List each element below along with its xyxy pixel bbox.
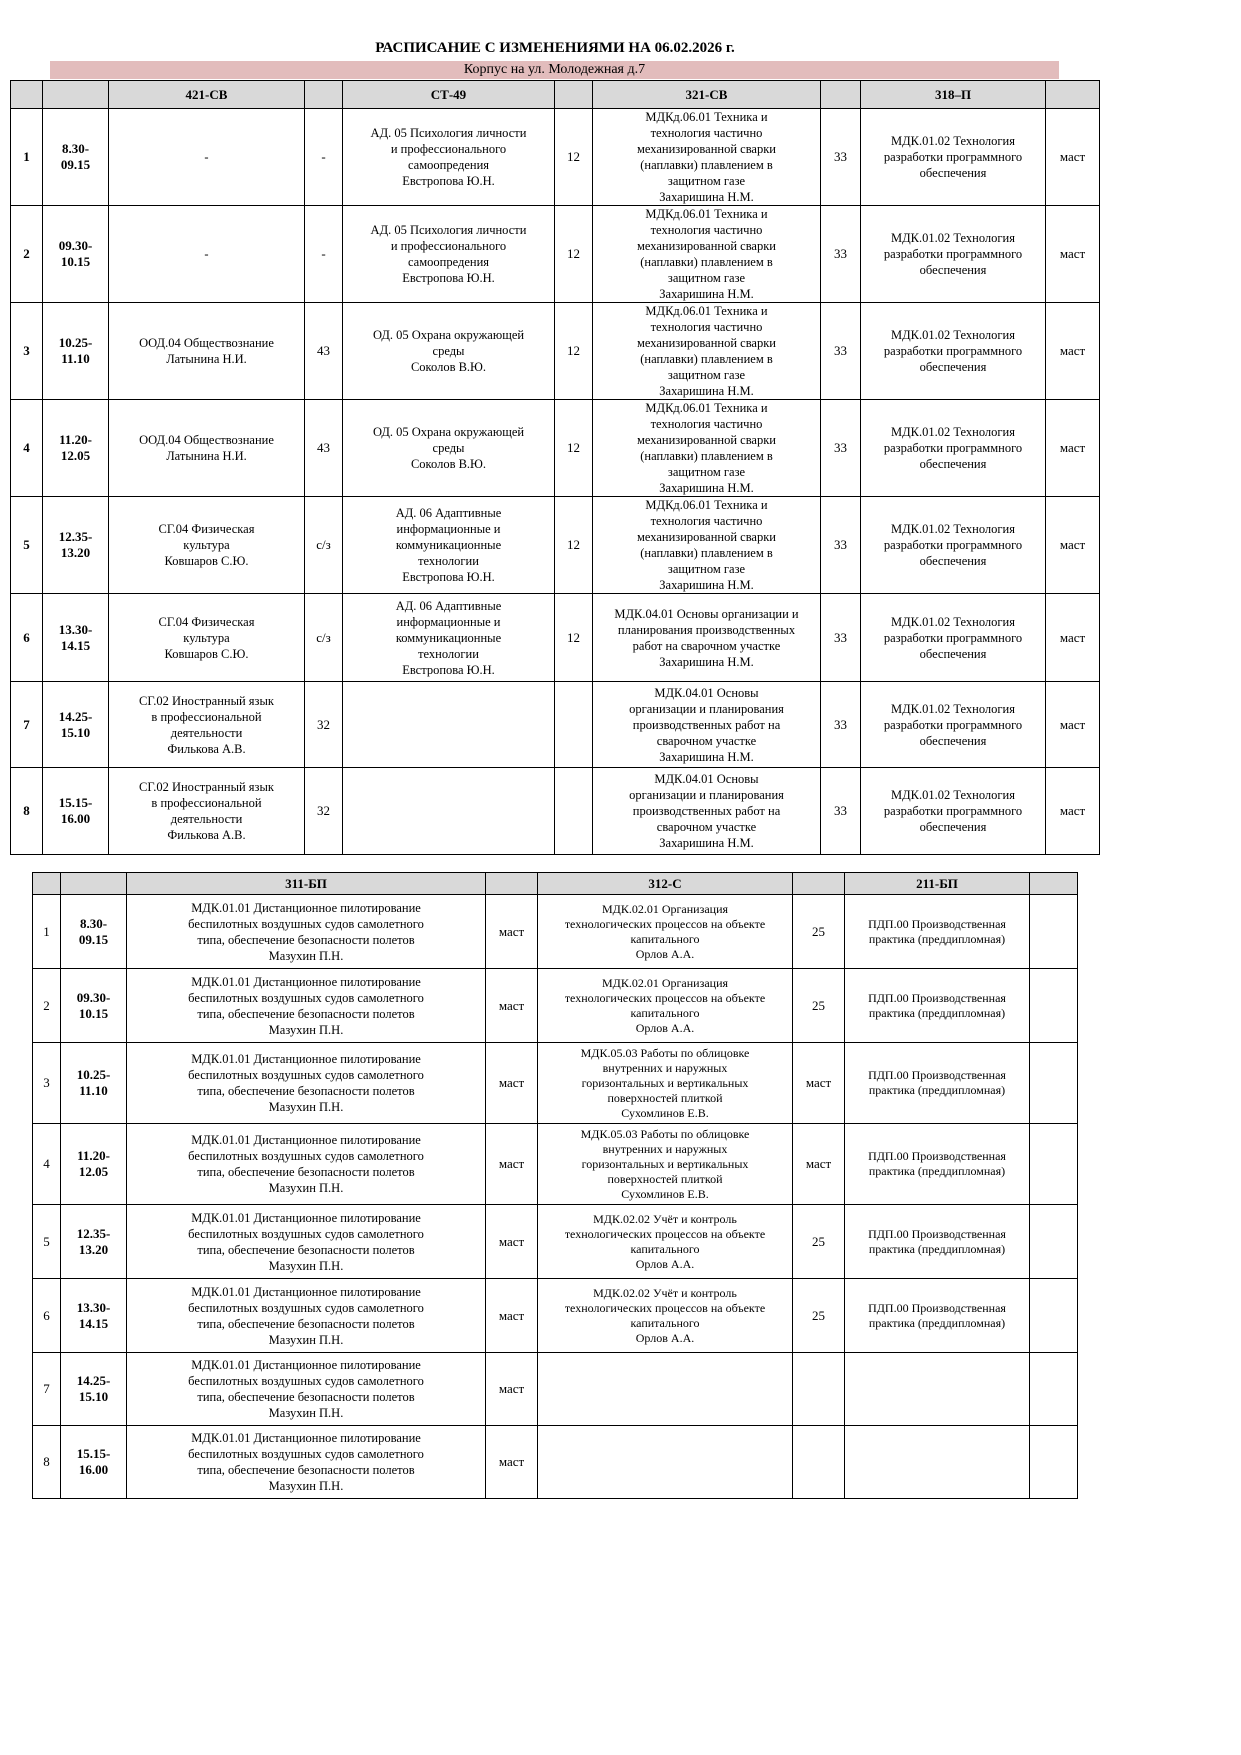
lesson-subject: СГ.04 Физическая культура Ковшаров С.Ю. <box>109 594 305 682</box>
lesson-subject: МДКд.06.01 Техника и технология частично механизированной сварки (наплавки) плавлением в защитном газе Захаришина Н.М. <box>593 206 821 303</box>
lesson-subject: МДК.01.02 Технология разработки программного обеспечения <box>861 768 1046 855</box>
lesson-time: 11.20- 12.05 <box>43 400 109 497</box>
table-row <box>33 1353 1078 1426</box>
room-number: маст <box>486 895 538 969</box>
lesson-time: 14.25- 15.10 <box>61 1353 127 1426</box>
lesson-number: 5 <box>33 1205 61 1279</box>
room-number: 25 <box>793 969 845 1043</box>
lesson-number: 7 <box>33 1353 61 1426</box>
lesson-subject: МДК.04.01 Основы организации и планирования производственных работ на сварочном участке Захаришина Н.М. <box>593 768 821 855</box>
lesson-subject: АД. 06 Адаптивные информационные и коммуникационные технологии Евстропова Ю.Н. <box>343 497 555 594</box>
lesson-number: 3 <box>11 303 43 400</box>
lesson-subject: МДК.01.01 Дистанционное пилотирование беспилотных воздушных судов самолетного типа, обеспечение безопасности полетов Мазухин П.Н. <box>127 969 486 1043</box>
header-time <box>43 81 109 109</box>
lesson-subject: ПДП.00 Производственная практика (преддипломная) <box>845 1279 1030 1353</box>
header-time <box>61 873 127 895</box>
lesson-subject: МДК.01.02 Технология разработки программного обеспечения <box>861 206 1046 303</box>
room-number: 32 <box>305 682 343 768</box>
lesson-subject: МДК.01.02 Технология разработки программного обеспечения <box>861 497 1046 594</box>
room-number: 33 <box>821 206 861 303</box>
room-number: 12 <box>555 109 593 206</box>
table-row <box>33 1043 1078 1124</box>
lesson-number: 7 <box>11 682 43 768</box>
room-number: с/з <box>305 497 343 594</box>
lesson-subject: МДК.01.01 Дистанционное пилотирование беспилотных воздушных судов самолетного типа, обеспечение безопасности полетов Мазухин П.Н. <box>127 1124 486 1205</box>
group-header: 311-БП <box>127 873 486 895</box>
lesson-time: 13.30- 14.15 <box>43 594 109 682</box>
header-room <box>821 81 861 109</box>
lesson-time: 10.25- 11.10 <box>61 1043 127 1124</box>
table-row <box>11 303 1100 400</box>
lesson-time: 12.35- 13.20 <box>61 1205 127 1279</box>
room-number: маст <box>486 1043 538 1124</box>
room-number <box>1030 1124 1078 1205</box>
room-number <box>1030 1426 1078 1499</box>
room-number: маст <box>486 1279 538 1353</box>
lesson-subject: ПДП.00 Производственная практика (преддипломная) <box>845 969 1030 1043</box>
lesson-subject: СГ.02 Иностранный язык в профессиональной деятельности Филькова А.В. <box>109 768 305 855</box>
room-number <box>1030 895 1078 969</box>
lesson-subject: МДК.01.01 Дистанционное пилотирование беспилотных воздушных судов самолетного типа, обеспечение безопасности полетов Мазухин П.Н. <box>127 1043 486 1124</box>
table-row <box>33 1124 1078 1205</box>
room-number: 33 <box>821 594 861 682</box>
lesson-subject: МДК.01.02 Технология разработки программного обеспечения <box>861 400 1046 497</box>
lesson-number: 3 <box>33 1043 61 1124</box>
room-number: маст <box>486 1426 538 1499</box>
lesson-subject: ПДП.00 Производственная практика (преддипломная) <box>845 1043 1030 1124</box>
lesson-subject: ПДП.00 Производственная практика (преддипломная) <box>845 1124 1030 1205</box>
lesson-time: 13.30- 14.15 <box>61 1279 127 1353</box>
lesson-subject: МДК.02.02 Учёт и контроль технологических процессов на объекте капитального Орлов А.А. <box>538 1279 793 1353</box>
schedule-table-2 <box>32 872 1078 1499</box>
group-header: 211-БП <box>845 873 1030 895</box>
lesson-subject: ООД.04 Обществознание Латынина Н.И. <box>109 303 305 400</box>
room-number: маст <box>793 1043 845 1124</box>
lesson-time: 11.20- 12.05 <box>61 1124 127 1205</box>
lesson-number: 8 <box>33 1426 61 1499</box>
lesson-subject <box>845 1353 1030 1426</box>
room-number: 12 <box>555 594 593 682</box>
lesson-time: 15.15- 16.00 <box>61 1426 127 1499</box>
lesson-subject: МДК.01.02 Технология разработки программного обеспечения <box>861 682 1046 768</box>
lesson-subject: МДК.01.02 Технология разработки программного обеспечения <box>861 109 1046 206</box>
room-number: 33 <box>821 682 861 768</box>
room-number: 25 <box>793 1205 845 1279</box>
header-num <box>11 81 43 109</box>
room-number: 33 <box>821 768 861 855</box>
room-number: маст <box>1046 303 1100 400</box>
room-number: маст <box>1046 768 1100 855</box>
room-number: маст <box>486 1353 538 1426</box>
lesson-subject: - <box>109 206 305 303</box>
table-row <box>11 206 1100 303</box>
table-row <box>11 497 1100 594</box>
lesson-number: 1 <box>11 109 43 206</box>
room-number: 12 <box>555 400 593 497</box>
lesson-time: 09.30- 10.15 <box>43 206 109 303</box>
room-number: маст <box>486 1205 538 1279</box>
lesson-subject: - <box>109 109 305 206</box>
lesson-subject: МДК.01.02 Технология разработки программного обеспечения <box>861 594 1046 682</box>
room-number: маст <box>1046 682 1100 768</box>
table-row <box>11 768 1100 855</box>
lesson-number: 2 <box>33 969 61 1043</box>
lesson-subject <box>343 768 555 855</box>
room-number <box>793 1353 845 1426</box>
lesson-number: 1 <box>33 895 61 969</box>
room-number: маст <box>486 969 538 1043</box>
lesson-number: 5 <box>11 497 43 594</box>
table-row <box>33 1205 1078 1279</box>
lesson-subject: АД. 05 Психология личности и профессионального самоопредения Евстропова Ю.Н. <box>343 109 555 206</box>
room-number: 25 <box>793 895 845 969</box>
header-room <box>1030 873 1078 895</box>
lesson-subject: ПДП.00 Производственная практика (преддипломная) <box>845 895 1030 969</box>
lesson-subject: МДК.05.03 Работы по облицовке внутренних и наружных горизонтальных и вертикальных поверхностей плиткой Сухомлинов Е.В. <box>538 1124 793 1205</box>
lesson-time: 10.25- 11.10 <box>43 303 109 400</box>
room-number: 33 <box>821 400 861 497</box>
room-number: маст <box>1046 400 1100 497</box>
lesson-subject: МДКд.06.01 Техника и технология частично механизированной сварки (наплавки) плавлением в защитном газе Захаришина Н.М. <box>593 303 821 400</box>
lesson-subject: МДК.01.02 Технология разработки программного обеспечения <box>861 303 1046 400</box>
group-header: 321-СВ <box>593 81 821 109</box>
lesson-number: 6 <box>11 594 43 682</box>
lesson-subject: МДК.04.01 Основы организации и планирования производственных работ на сварочном участке Захаришина Н.М. <box>593 594 821 682</box>
lesson-number: 4 <box>11 400 43 497</box>
lesson-time: 14.25- 15.10 <box>43 682 109 768</box>
room-number: 43 <box>305 303 343 400</box>
room-number: маст <box>1046 594 1100 682</box>
lesson-subject: АД. 06 Адаптивные информационные и коммуникационные технологии Евстропова Ю.Н. <box>343 594 555 682</box>
room-number: маст <box>1046 497 1100 594</box>
lesson-subject <box>845 1426 1030 1499</box>
lesson-subject: ООД.04 Обществознание Латынина Н.И. <box>109 400 305 497</box>
lesson-subject: МДК.01.01 Дистанционное пилотирование беспилотных воздушных судов самолетного типа, обеспечение безопасности полетов Мазухин П.Н. <box>127 1279 486 1353</box>
lesson-subject: МДК.04.01 Основы организации и планирования производственных работ на сварочном участке Захаришина Н.М. <box>593 682 821 768</box>
table-row <box>33 1426 1078 1499</box>
lesson-subject: МДК.02.01 Организация технологических процессов на объекте капитального Орлов А.А. <box>538 969 793 1043</box>
lesson-subject: МДК.02.01 Организация технологических процессов на объекте капитального Орлов А.А. <box>538 895 793 969</box>
room-number <box>1030 1205 1078 1279</box>
lesson-subject: ОД. 05 Охрана окружающей среды Соколов В.Ю. <box>343 303 555 400</box>
room-number: 25 <box>793 1279 845 1353</box>
table-row <box>33 1279 1078 1353</box>
lesson-number: 6 <box>33 1279 61 1353</box>
lesson-subject: АД. 05 Психология личности и профессионального самоопредения Евстропова Ю.Н. <box>343 206 555 303</box>
room-number <box>555 682 593 768</box>
header-room <box>555 81 593 109</box>
room-number: 33 <box>821 497 861 594</box>
room-number <box>555 768 593 855</box>
group-header: СТ-49 <box>343 81 555 109</box>
lesson-subject: ОД. 05 Охрана окружающей среды Соколов В.Ю. <box>343 400 555 497</box>
room-number: 12 <box>555 497 593 594</box>
lesson-subject: МДК.02.02 Учёт и контроль технологических процессов на объекте капитального Орлов А.А. <box>538 1205 793 1279</box>
schedule-table-1 <box>10 80 1100 855</box>
group-header: 312-С <box>538 873 793 895</box>
room-number: с/з <box>305 594 343 682</box>
lesson-subject: МДКд.06.01 Техника и технология частично механизированной сварки (наплавки) плавлением в защитном газе Захаришина Н.М. <box>593 109 821 206</box>
lesson-number: 4 <box>33 1124 61 1205</box>
lesson-time: 09.30- 10.15 <box>61 969 127 1043</box>
header-room <box>305 81 343 109</box>
header-room <box>1046 81 1100 109</box>
lesson-subject: МДК.01.01 Дистанционное пилотирование беспилотных воздушных судов самолетного типа, обеспечение безопасности полетов Мазухин П.Н. <box>127 1426 486 1499</box>
room-number: 43 <box>305 400 343 497</box>
room-number: маст <box>1046 109 1100 206</box>
lesson-time: 15.15- 16.00 <box>43 768 109 855</box>
room-number <box>1030 969 1078 1043</box>
lesson-subject: МДК.01.01 Дистанционное пилотирование беспилотных воздушных судов самолетного типа, обеспечение безопасности полетов Мазухин П.Н. <box>127 1205 486 1279</box>
lesson-subject <box>343 682 555 768</box>
lesson-subject: МДК.01.01 Дистанционное пилотирование беспилотных воздушных судов самолетного типа, обеспечение безопасности полетов Мазухин П.Н. <box>127 895 486 969</box>
room-number: 33 <box>821 303 861 400</box>
table-header-row <box>11 81 1100 109</box>
table-row <box>33 969 1078 1043</box>
room-number: 12 <box>555 206 593 303</box>
room-number: маст <box>793 1124 845 1205</box>
table-row <box>11 682 1100 768</box>
room-number: маст <box>486 1124 538 1205</box>
lesson-number: 2 <box>11 206 43 303</box>
table-row <box>33 895 1078 969</box>
room-number <box>793 1426 845 1499</box>
room-number: 12 <box>555 303 593 400</box>
lesson-subject: МДКд.06.01 Техника и технология частично механизированной сварки (наплавки) плавлением в защитном газе Захаришина Н.М. <box>593 400 821 497</box>
table-row <box>11 109 1100 206</box>
table-row <box>11 594 1100 682</box>
room-number: - <box>305 109 343 206</box>
lesson-subject: МДК.05.03 Работы по облицовке внутренних и наружных горизонтальных и вертикальных поверхностей плиткой Сухомлинов Е.В. <box>538 1043 793 1124</box>
lesson-subject <box>538 1426 793 1499</box>
lesson-subject: СГ.02 Иностранный язык в профессиональной деятельности Филькова А.В. <box>109 682 305 768</box>
room-number <box>1030 1279 1078 1353</box>
room-number: - <box>305 206 343 303</box>
room-number: 33 <box>821 109 861 206</box>
lesson-time: 8.30- 09.15 <box>43 109 109 206</box>
page-title: РАСПИСАНИЕ С ИЗМЕНЕНИЯМИ НА 06.02.2026 г. <box>375 40 735 56</box>
header-room <box>486 873 538 895</box>
lesson-time: 8.30- 09.15 <box>61 895 127 969</box>
group-header: 318–П <box>861 81 1046 109</box>
building-subtitle: Корпус на ул. Молодежная д.7 <box>50 61 1059 79</box>
header-num <box>33 873 61 895</box>
lesson-time: 12.35- 13.20 <box>43 497 109 594</box>
lesson-subject <box>538 1353 793 1426</box>
room-number: 32 <box>305 768 343 855</box>
lesson-subject: МДК.01.01 Дистанционное пилотирование беспилотных воздушных судов самолетного типа, обеспечение безопасности полетов Мазухин П.Н. <box>127 1353 486 1426</box>
room-number <box>1030 1043 1078 1124</box>
lesson-number: 8 <box>11 768 43 855</box>
room-number: маст <box>1046 206 1100 303</box>
lesson-subject: МДКд.06.01 Техника и технология частично механизированной сварки (наплавки) плавлением в защитном газе Захаришина Н.М. <box>593 497 821 594</box>
header-room <box>793 873 845 895</box>
lesson-subject: ПДП.00 Производственная практика (преддипломная) <box>845 1205 1030 1279</box>
table-row <box>11 400 1100 497</box>
group-header: 421-СВ <box>109 81 305 109</box>
room-number <box>1030 1353 1078 1426</box>
table-header-row <box>33 873 1078 895</box>
lesson-subject: СГ.04 Физическая культура Ковшаров С.Ю. <box>109 497 305 594</box>
